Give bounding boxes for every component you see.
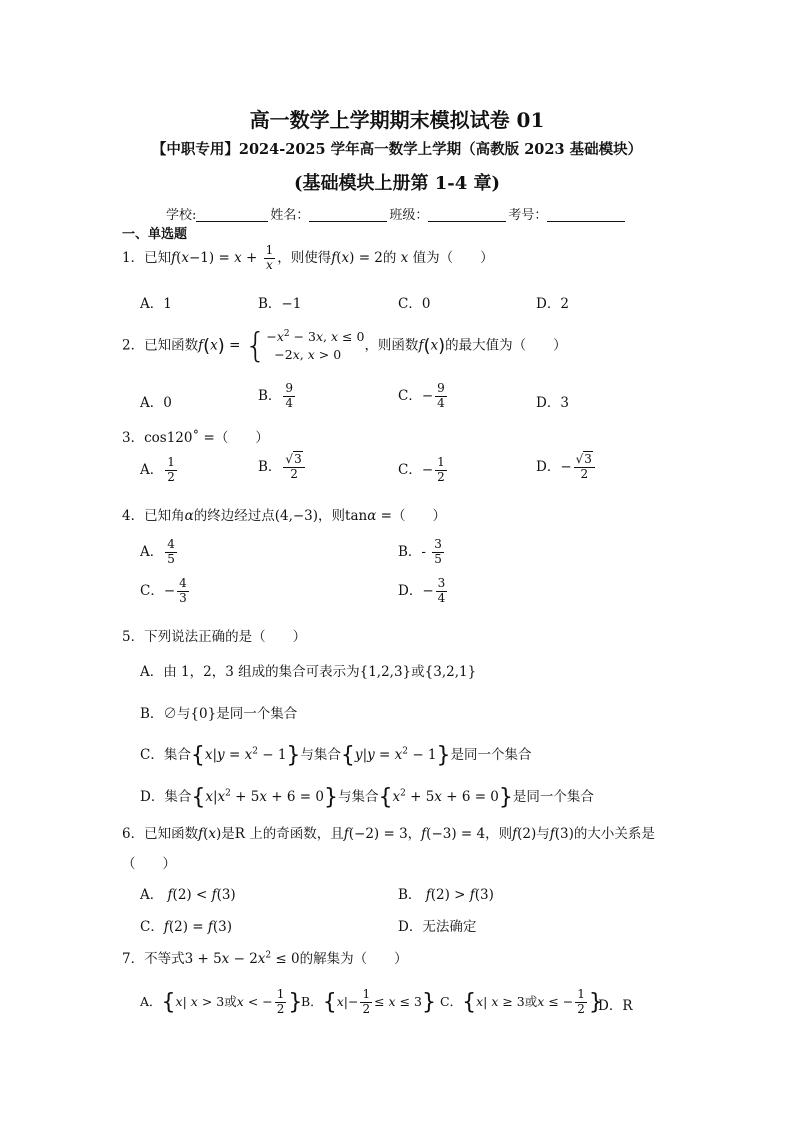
question-text: 已知角 [144,508,185,524]
q2-option-b[interactable]: B． $\frac{9}{4}$ [258,381,294,410]
q3-option-c[interactable]: C．− $\frac{1}{2}$ [398,455,445,484]
question-3 [122,426,269,446]
school-blank[interactable] [196,207,268,222]
question-number: 5． [122,629,145,645]
question-2: 2．已知函数f(x) = { $-x^2 - 3x$, x ≤ 0 −2x, x > 0 ，则函数f(x)的最大值为（ ） [122,326,567,367]
question-text: 的解集为（ ） [299,951,408,967]
q7-option-b[interactable]: B．{x|− $\frac{1}{2}$ ≤ x ≤ 3} [301,987,436,1016]
question-7: 7．不等式$3 + 5x - 2x^2 \le 0$的解集为（ ） [122,950,408,967]
q7-option-a[interactable]: A．{x| x > 3或x < − $\frac{1}{2}$ } [140,987,303,1016]
q4-option-c[interactable]: C．− $\frac{4}{3}$ [140,576,187,605]
question-text: 与 [536,826,550,842]
question-text: 不等式 [144,951,185,967]
question-text: =（ ） [380,508,446,524]
question-number: 6． [122,826,145,842]
q7-option-d[interactable]: D．R [598,998,633,1014]
question-number: 1． [122,249,145,266]
name-label: 姓名： [270,208,310,223]
question-text: 下列说法正确的是（ ） [144,629,307,645]
q2-option-d[interactable]: D．3 [536,395,569,411]
q4-option-d[interactable]: D．− $\frac{3}{4}$ [398,576,446,605]
question-text: 值为（ ） [412,249,494,266]
question-4: 4．已知角α的终边经过点(4,−3)，则tanα =（ ） [122,508,446,524]
question-text: ，则函数 [364,337,419,354]
q7-option-c[interactable]: C．{x| x ≥ 3或x ≤ − $\frac{1}{2}$ } [440,987,603,1016]
q3-option-a[interactable]: A． $\frac{1}{2}$ [140,455,175,484]
section-title: 一、单选题 [122,227,188,242]
q2-option-a[interactable]: A．0 [140,395,172,411]
q1-option-a[interactable]: A．1 [140,296,172,312]
exam-chapter: (基础模块上册第 1-4 章) [293,173,501,194]
question-text: ，则使得 [277,249,332,266]
school-label: 学校: [166,208,197,223]
exam-subtitle: 【中职专用】2024-2025 学年高一数学上学期（高教版 2023 基础模块） [151,141,643,158]
question-6: 6．已知函数f(x)是R 上的奇函数，且f(−2) = 3，f(−3) = 4，则f(2)与f(3)的大小关系是 [122,826,655,842]
question-text: cos120˚ =（ ） [144,430,269,446]
q5-option-a[interactable]: A．由 1，2，3 组成的集合可表示为{1,2,3}或{3,2,1} [140,664,477,680]
question-text: 已知函数 [144,337,199,354]
q4-option-a[interactable]: A． $\frac{4}{5}$ [140,537,175,566]
fraction: $\frac{1}{x}$ [265,243,274,272]
q1-option-b[interactable]: B．−1 [258,296,302,312]
point-coords: (4,−3) [274,508,319,524]
q6-option-a[interactable]: A． f(2) < f(3) [140,887,236,903]
q6-option-b[interactable]: B． f(2) > f(3) [398,887,494,903]
q4-option-b[interactable]: B．- $\frac{3}{5}$ [398,537,442,566]
exam-no-blank[interactable] [547,207,625,222]
q5-option-c[interactable]: C．集合$\{x|y = x^2 - 1\}$与集合$\{y|y = x^2 - 1\}$是同一个集合 [140,743,532,768]
q5-option-d[interactable]: D．集合$\{x|x^2 + 5x + 6 = 0\}$与集合$\{x^2 + 5x + 6 = 0\}$是同一个集合 [140,785,594,810]
q3-option-b[interactable]: B． $\frac{√3}{2}$ [258,453,307,482]
name-blank[interactable] [309,207,387,222]
question-number: 7． [122,951,145,967]
class-blank[interactable] [428,207,506,222]
question-5 [122,625,306,645]
question-text: 的大小关系是 [573,826,655,842]
question-text: 是R 上的奇函数，且 [221,826,344,842]
question-number: 2． [122,337,145,354]
question-text: ，则 [485,826,513,842]
class-label: 班级： [389,208,429,223]
q5-option-b[interactable]: B．∅与{0}是同一个集合 [140,706,298,722]
q6-option-d[interactable]: D．无法确定 [398,919,477,935]
question-text: 的最大值为（ ） [445,337,567,354]
q3-option-d[interactable]: D．− $\frac{√3}{2}$ [536,453,597,482]
question-text: 的 [382,249,397,266]
question-number: 3． [122,430,145,446]
q1-option-c[interactable]: C．0 [398,296,431,312]
q1-option-d[interactable]: D．2 [536,296,569,312]
question-number: 4． [122,508,145,524]
question-text: 已知 [144,249,172,266]
exam-title: 高一数学上学期期末模拟试卷 01 [249,108,545,132]
question-text: 已知函数 [144,826,199,842]
question-text: 的终边经过点 [193,508,275,524]
exam-no-label: 考号： [508,208,548,223]
student-info-line [166,204,627,223]
question-text: ， [407,826,422,842]
piecewise-cases: $-x^2 - 3x$, x ≤ 0 −2x, x > 0 [266,329,365,363]
question-1: 1．已知f(x−1) = x + $\frac{1}{x}$ ，则使得f(x) = 2的 x 值为（ ） [122,243,494,272]
q2-option-c[interactable]: C．− $\frac{9}{4}$ [398,381,445,410]
question-6-paren: （ ） [122,856,176,872]
question-text: ，则 [318,508,346,524]
q6-option-c[interactable]: C．f(2) = f(3) [140,919,232,935]
